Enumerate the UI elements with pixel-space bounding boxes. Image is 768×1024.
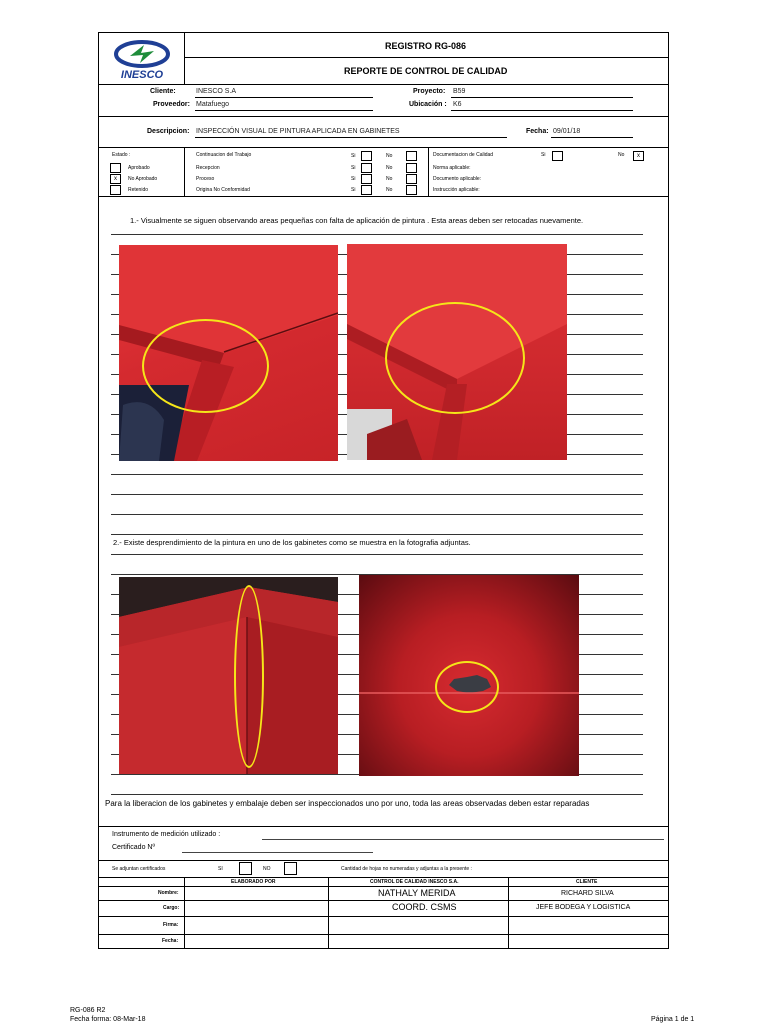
continuacion-si-checkbox[interactable] [361, 151, 372, 161]
documentacion-label: Documentacion de Calidad [433, 152, 494, 158]
certificado-label: Certificado Nº [112, 844, 156, 851]
control-cargo: COORD. CSMS [392, 902, 457, 912]
proceso-label: Proceso [196, 176, 215, 182]
recepcion-no-checkbox[interactable] [406, 163, 417, 173]
conclusion-text: Para la liberacion de los gabinetes y embalaje deben ser inspeccionados uno por uno, toda las areas observadas deben estar reparadas [105, 799, 590, 808]
fecha-label: Fecha: [526, 128, 549, 135]
no-label: NO [263, 866, 271, 872]
cliente-nombre: RICHARD SILVA [561, 890, 614, 897]
proyecto-label: Proyecto: [413, 88, 446, 95]
descripcion-value: INSPECCIÓN VISUAL DE PINTURA APLICADA EN GABINETES [196, 128, 400, 135]
photo-4-pintura-desprendida [359, 575, 579, 776]
si-label: Si [351, 165, 356, 171]
recepcion-si-checkbox[interactable] [361, 163, 372, 173]
control-nombre: NATHALY MERIDA [378, 888, 456, 898]
logo-text: INESCO [120, 69, 164, 81]
no-label: No [386, 153, 393, 159]
si-label: Si [351, 187, 356, 193]
footer-code: RG-086 R2 [70, 1007, 106, 1014]
observation-1: 1.- Visualmente se siguen observando areas pequeñas con falta de aplicación de pintura . Esta areas deben ser retocadas nuevamente. [130, 216, 584, 225]
registro-title: REGISTRO RG-086 [385, 41, 467, 51]
instrument-label: Instrumento de medición utilizado : [112, 831, 221, 838]
photo-3-gabinete-edge [119, 577, 338, 774]
no-aprobado-checkbox[interactable]: x [110, 174, 121, 184]
nombre-label: Nombre: [158, 890, 179, 896]
aprobado-checkbox[interactable] [110, 163, 121, 173]
no-label: No [386, 187, 393, 193]
proveedor-value: Matafuego [196, 101, 230, 108]
documento-label: Documento aplicable: [433, 176, 482, 182]
logo [100, 34, 184, 84]
proceso-si-checkbox[interactable] [361, 174, 372, 184]
no-label: No [618, 152, 625, 158]
firma-label: Firma: [163, 922, 179, 928]
si-label: Si [541, 152, 546, 158]
certificados-si-checkbox[interactable] [239, 862, 252, 875]
col-cliente: CLIENTE [576, 879, 598, 885]
cliente-cargo: JEFE BODEGA Y LOGISTICA [536, 904, 631, 911]
certificados-no-checkbox[interactable] [284, 862, 297, 875]
retenido-checkbox[interactable] [110, 185, 121, 195]
documentacion-no-checkbox[interactable]: x [633, 151, 644, 161]
descripcion-label: Descripcion: [147, 128, 190, 135]
photo-1-gabinete-corner [119, 245, 338, 461]
aprobado-label: Aprobado [128, 165, 150, 171]
proceso-no-checkbox[interactable] [406, 174, 417, 184]
si-label: Si [351, 176, 356, 182]
no-label: No [386, 165, 393, 171]
norma-label: Norma aplicable: [433, 165, 471, 171]
report-title: REPORTE DE CONTROL DE CALIDAD [344, 66, 508, 76]
si-label: Si [351, 153, 356, 159]
highlight-ellipse [385, 302, 525, 414]
footer-page: Página 1 de 1 [651, 1016, 695, 1023]
proyecto-value: B59 [453, 88, 466, 95]
ubicacion-value: K6 [453, 101, 462, 108]
no-conformidad-label: Origina No Conformidad [196, 187, 250, 193]
footer-fecha-forma: Fecha forma: 08-Mar-18 [70, 1016, 146, 1023]
cargo-label: Cargo: [163, 905, 180, 911]
no-aprobado-label: No Aprobado [128, 176, 158, 182]
highlight-ellipse [234, 585, 264, 768]
col-control: CONTROL DE CALIDAD INESCO S.A. [370, 879, 459, 885]
highlight-ellipse [435, 661, 499, 713]
col-elaborado: ELABORADO POR [231, 879, 276, 885]
photo-2-gabinete-interior [347, 244, 567, 460]
recepcion-label: Recepcion [196, 165, 220, 171]
ubicacion-label: Ubicación : [409, 101, 447, 108]
cliente-label: Cliente: [150, 88, 176, 95]
continuacion-label: Continuacion del Trabajo [196, 152, 252, 158]
no-conformidad-si-checkbox[interactable] [361, 185, 372, 195]
retenido-label: Retenido [128, 187, 149, 193]
fecha-value: 09/01/18 [553, 128, 581, 135]
cliente-value: INESCO S.A [196, 88, 237, 95]
continuacion-no-checkbox[interactable] [406, 151, 417, 161]
documentacion-si-checkbox[interactable] [552, 151, 563, 161]
highlight-ellipse [142, 319, 269, 413]
no-conformidad-no-checkbox[interactable] [406, 185, 417, 195]
adjuntan-label: Se adjuntan certificados [112, 866, 166, 872]
instruccion-label: Instrucción aplicable: [433, 187, 480, 193]
hojas-label: Cantidad de hojas no numeradas y adjuntas a la presente : [341, 866, 472, 872]
fecha-row-label: Fecha: [162, 938, 179, 944]
si-label: SI [218, 866, 223, 872]
estado-label: Estado : [112, 152, 131, 158]
observation-2: 2.- Existe desprendimiento de la pintura en uno de los gabinetes como se muestra en la fotografia adjuntas. [113, 538, 471, 547]
proveedor-label: Proveedor: [153, 101, 190, 108]
no-label: No [386, 176, 393, 182]
